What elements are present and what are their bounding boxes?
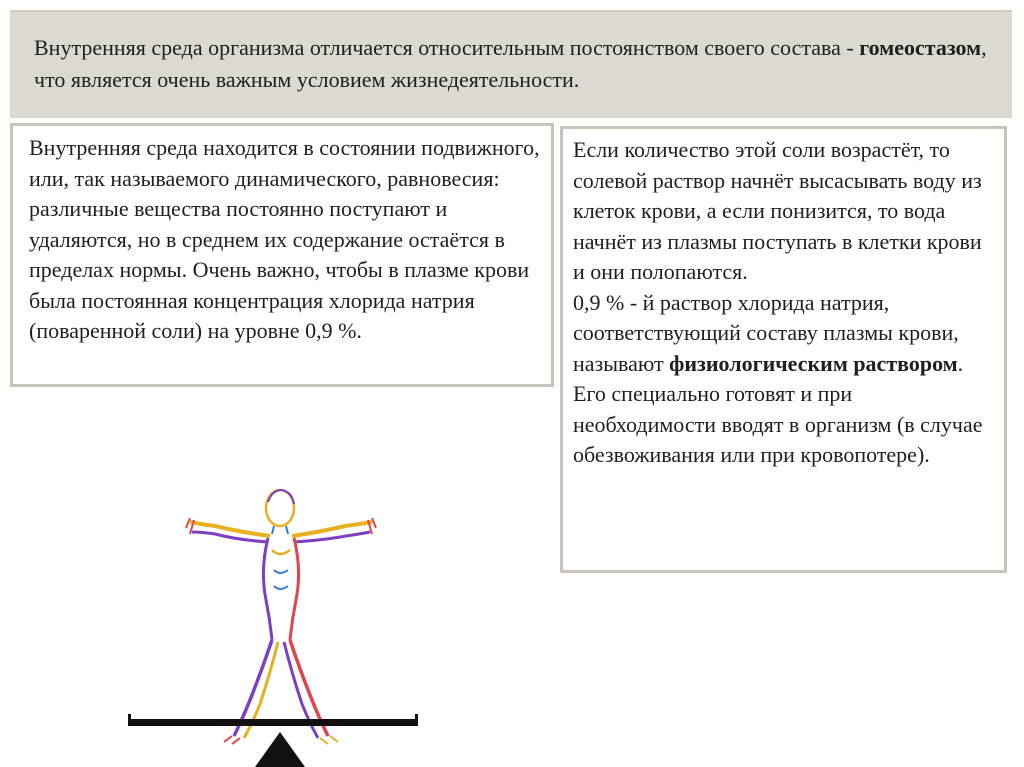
header-text-start: Внутренняя среда организма отличается относительным постоянством своего состава - xyxy=(34,35,860,60)
header-bold-term: гомеостазом xyxy=(859,35,982,60)
para2-bold-term: физиологическим раствором xyxy=(669,350,958,376)
right-box-paragraph-1: Если количество этой соли возрастёт, то солевой раствор начнёт высасывать воду из клеток крови, а если понизится, то вода начнёт из плазмы поступать в клетки крови и они полопаются. xyxy=(573,137,982,284)
header-band xyxy=(10,10,1012,118)
left-text-box xyxy=(10,123,554,387)
right-text-box xyxy=(560,126,1007,573)
left-box-text: Внутренняя среда находится в состоянии подвижного, или, так называемого динамического, равновесия: различные вещества постоянно поступают и удаляются, но в среднем их содержание остаётся в пределах нормы. Очень важно, чтобы в плазме крови была постоянная концентрация хлорида натрия (поваренной соли) на уровне 0,9 %. xyxy=(29,135,540,343)
para2-end: . xyxy=(957,350,964,376)
header-text-end: , что является очень важным условием жизнедеятельности. xyxy=(34,35,987,92)
right-box-paragraph-3: Его специально готовят и при необходимости вводят в организм (в случае обезвоживания или при кровопотере). xyxy=(573,381,983,467)
right-box-paragraph-2 xyxy=(573,288,996,380)
balanced-human-figure-icon xyxy=(120,480,430,767)
para2-start: 0,9 % - й раствор хлорида натрия, соответствующий составу плазмы крови, называют xyxy=(573,289,959,376)
header-text xyxy=(34,32,1004,96)
